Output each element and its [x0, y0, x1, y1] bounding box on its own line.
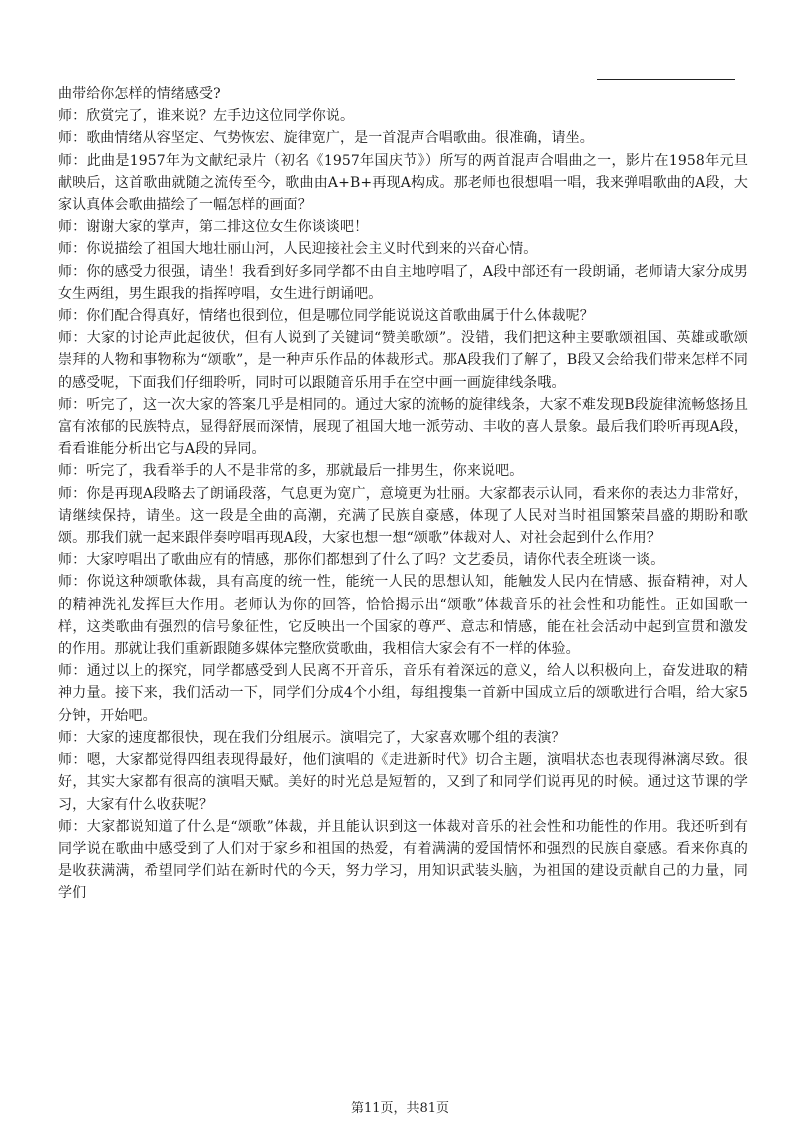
paragraph: 师：嗯，大家都觉得四组表现得最好，他们演唱的《走进新时代》切合主题，演唱状态也表现得淋漓尽致。很好，其实大家都有很高的演唱天赋。美好的时光总是短暂的，又到了和同学们说再见的时候。通过这节课的学习，大家有什么收获呢？: [58, 752, 748, 813]
document-body: [58, 83, 748, 905]
paragraph: 师：你说这种颂歌体裁，具有高度的统一性，能统一人民的思想认知，能触发人民内在情感、振奋精神，对人的精神洗礼发挥巨大作用。老师认为你的回答，恰恰揭示出“颂歌”体裁音乐的社会性和功能性。正如国歌一样，这类歌曲有强烈的信号象征性，它反映出一个国家的尊严、意志和情感，能在社会活动中起到宣贯和激发的作用。那就让我们重新跟随多媒体完整欣赏歌曲，我相信大家会有不一样的体验。: [58, 574, 748, 658]
paragraph: 师：你们配合得真好，情绪也很到位，但是哪位同学能说说这首歌曲属于什么体裁呢？: [58, 308, 594, 325]
paragraph: 师：大家的讨论声此起彼伏，但有人说到了关键词“赞美歌颂”。没错，我们把这种主要歌颂祖国、英雄或歌颂崇拜的人物和事物称为“颂歌”，是一种声乐作品的体裁形式。那A段我们了解了，B段又会给我们带来怎样不同的感受呢，下面我们仔细聆听，同时可以跟随音乐用手在空中画一画旋律线条哦。: [58, 330, 748, 391]
paragraph: 师：欣赏完了，谁来说？左手边这位同学你说。: [58, 108, 355, 125]
paragraph: 师：听完了，我看举手的人不是非常的多，那就最后一排男生，你来说吧。: [58, 463, 524, 480]
paragraph: 师：歌曲情绪从容坚定、气势恢宏、旋律宽广，是一首混声合唱歌曲。很准确，请坐。: [58, 130, 594, 147]
paragraph: 师：通过以上的探究，同学都感受到人民离不开音乐，音乐有着深远的意义，给人以积极向上，奋发进取的精神力量。接下来，我们活动一下，同学们分成4个小组，每组搜集一首新中国成立后的颂歌进行合唱，给大家5分钟，开始吧。: [58, 663, 748, 724]
paragraph: 师：你的感受力很强，请坐！我看到好多同学都不由自主地哼唱了，A段中部还有一段朗诵，老师请大家分成男女生两组，男生跟我的指挥哼唱，女生进行朗诵吧。: [58, 263, 748, 302]
paragraph: 师：大家都说知道了什么是“颂歌”体裁，并且能认识到这一体裁对音乐的社会性和功能性的作用。我还听到有同学说在歌曲中感受到了人们对于家乡和祖国的热爱，有着满满的爱国情怀和强烈的民族自豪感。看来你真的是收获满满，希望同学们站在新时代的今天，努力学习，用知识武装头脑，为祖国的建设贡献自己的力量，同学们: [58, 818, 748, 902]
paragraph: 师：你说描绘了祖国大地壮丽山河，人民迎接社会主义时代到来的兴奋心情。: [58, 241, 538, 258]
paragraph: 师：你是再现A段略去了朗诵段落，气息更为宽广，意境更为壮丽。大家都表示认同，看来你的表达力非常好，请继续保持，请坐。这一段是全曲的高潮，充满了民族自豪感，体现了人民对当时祖国繁荣昌盛的期盼和歌颂。那我们就一起来跟伴奏哼唱再现A段，大家也想一想“颂歌”体裁对人、对社会起到什么作用？: [58, 485, 748, 547]
paragraph: 师：谢谢大家的掌声，第二排这位女生你谈谈吧！: [58, 219, 369, 236]
paragraph: 师：听完了，这一次大家的答案几乎是相同的。通过大家的流畅的旋律线条，大家不难发现B段旋律流畅悠扬且富有浓郁的民族特点，显得舒展而深情，展现了祖国大地一派劳动、丰收的喜人景象。最后我们聆听再现A段，看看谁能分析出它与A段的异同。: [58, 396, 748, 458]
paragraph: 曲带给你怎样的情绪感受?: [58, 86, 221, 102]
paragraph: 师：大家哼唱出了歌曲应有的情感，那你们都想到了什么了吗？文艺委员，请你代表全班谈一谈。: [58, 552, 665, 569]
paragraph: 师：此曲是1957年为文献纪录片（初名《1957年国庆节》）所写的两首混声合唱曲之一，影片在1958年元旦献映后，这首歌曲就随之流传至今，歌曲由A+B+再现A构成。那老师也很想唱一唱，我来弹唱歌曲的A段，大家认真体会歌曲描绘了一幅怎样的画面？: [58, 152, 748, 214]
paragraph: 师：大家的速度都很快，现在我们分组展示。演唱完了，大家喜欢哪个组的表演？: [58, 729, 566, 746]
page-number: 第11页，共81页: [350, 1101, 450, 1116]
header-rule: [597, 79, 735, 80]
